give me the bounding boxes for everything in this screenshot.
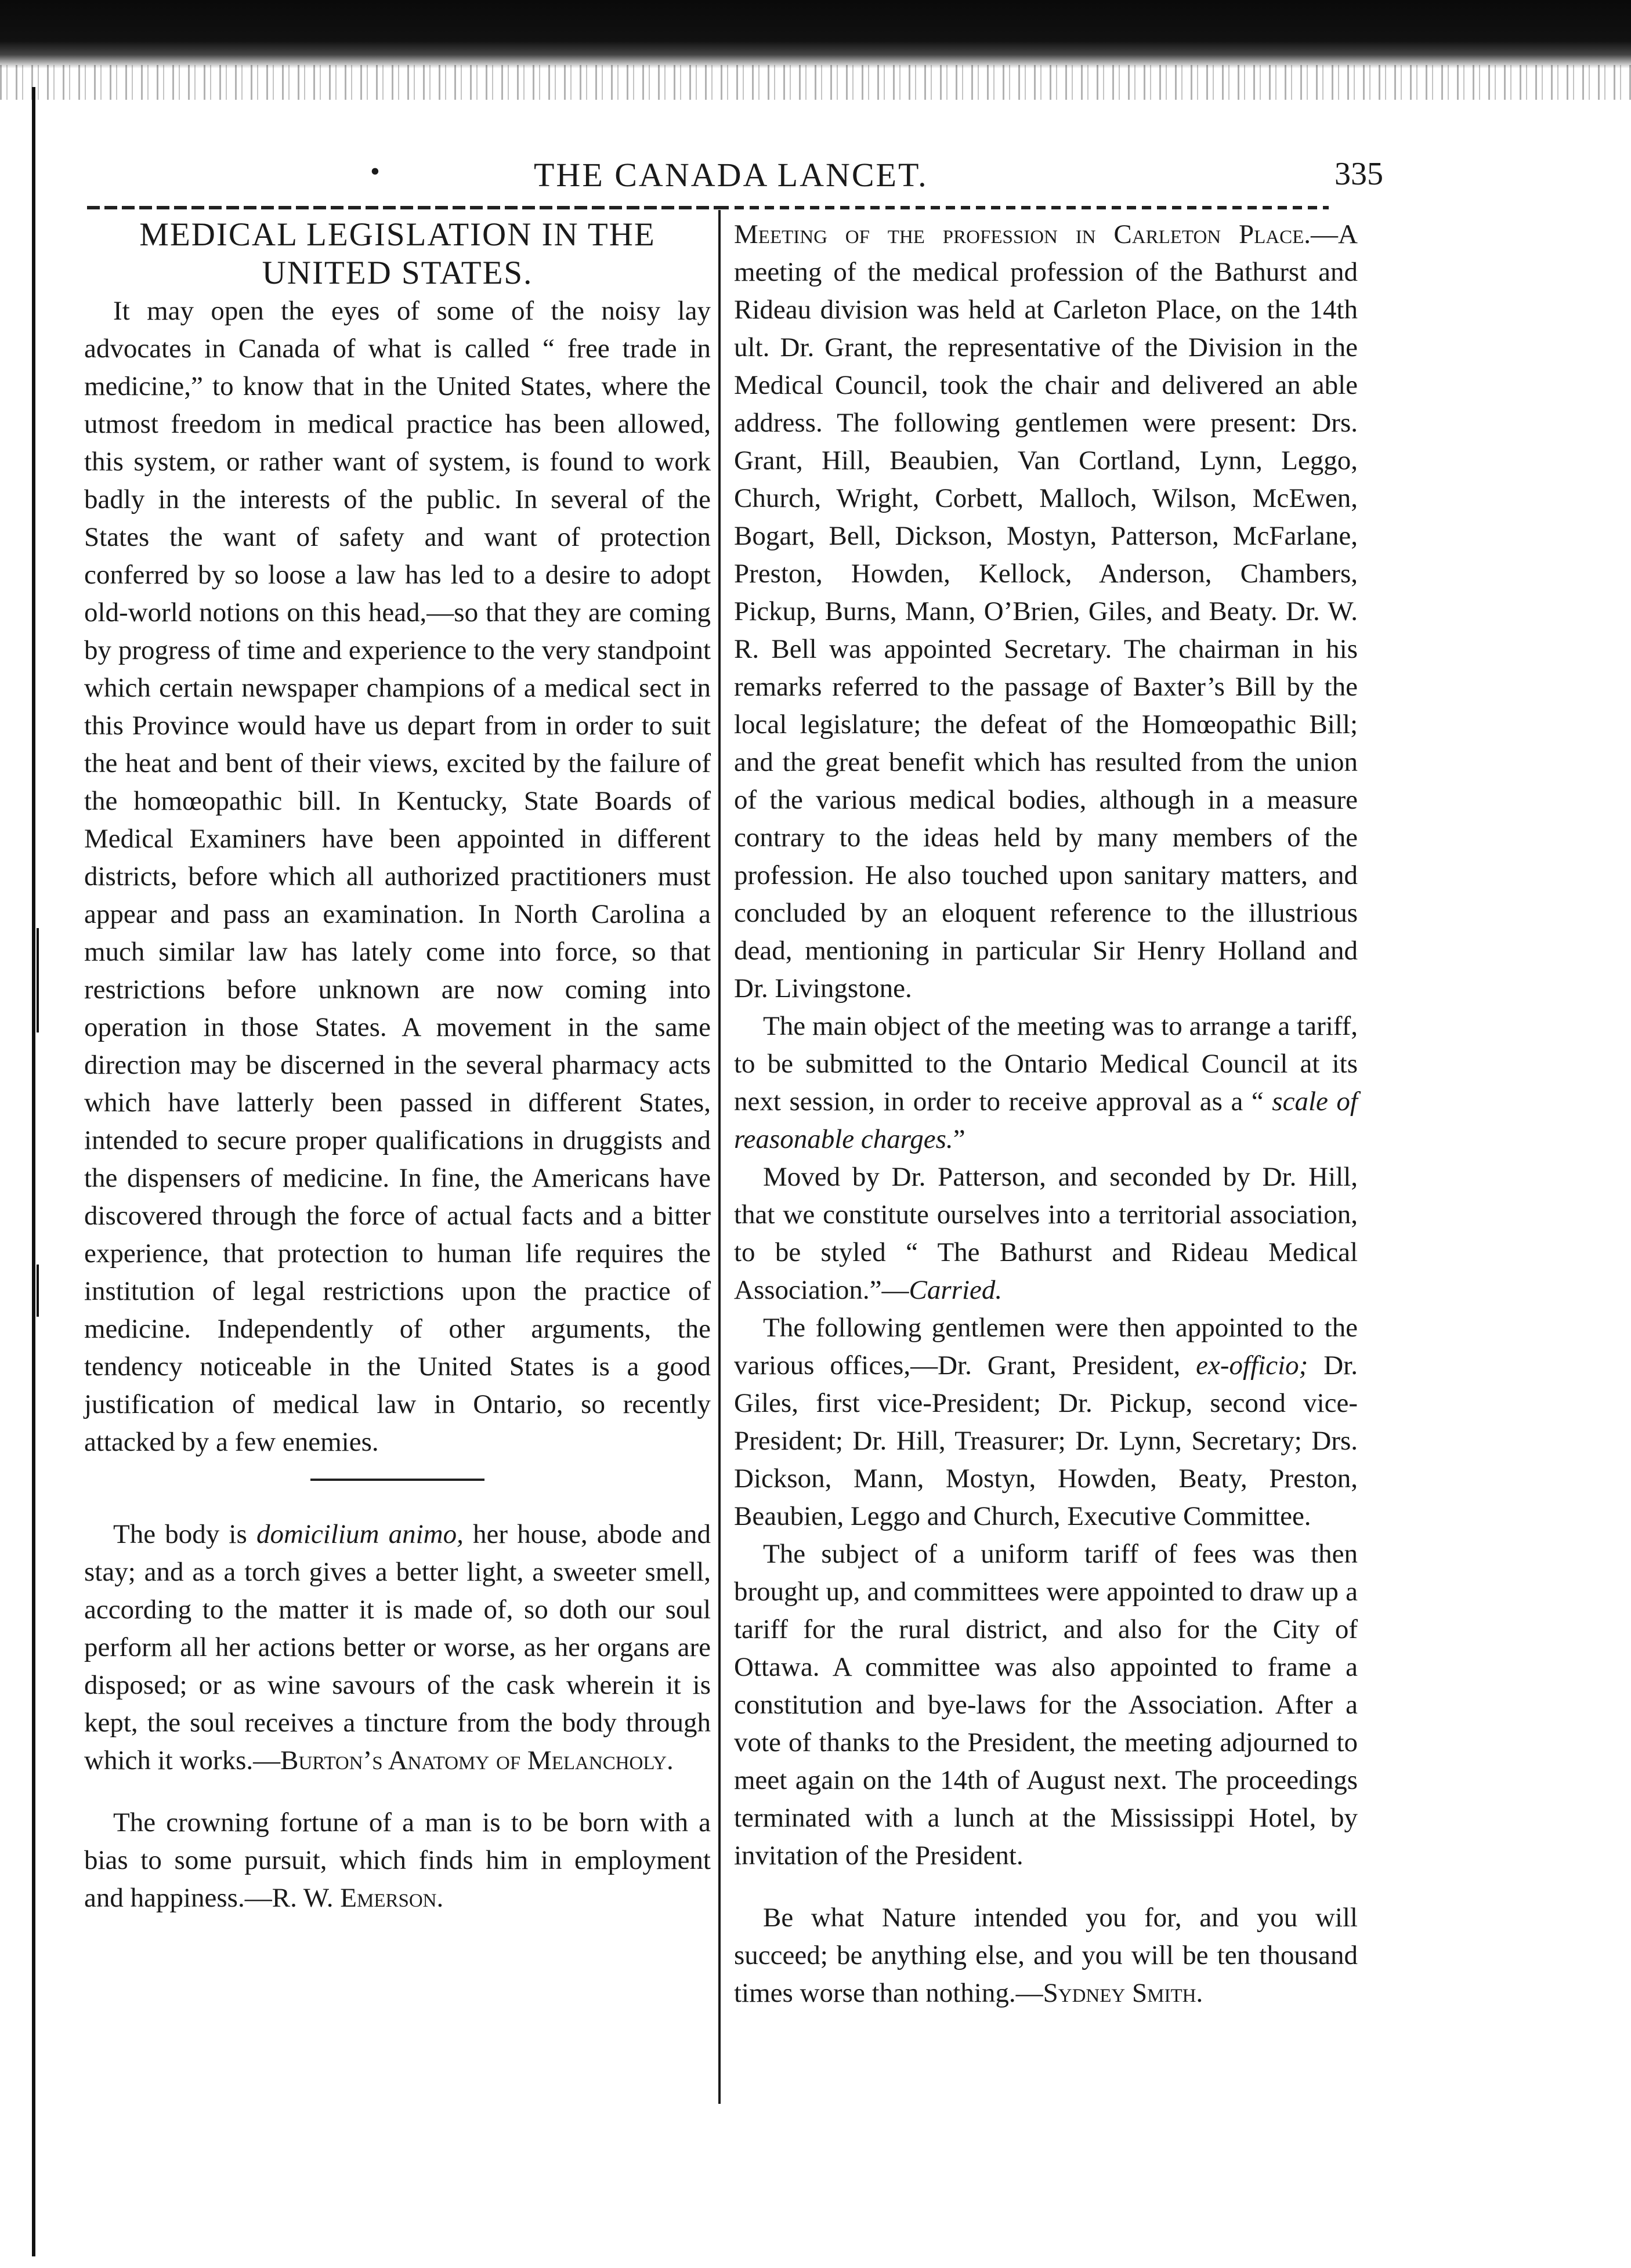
smith-text: Be what Nature intended you for, and you will succeed; be anything else, and you will be ten thousand times worse than nothing.— — [734, 1903, 1358, 2008]
meeting-paragraph-2 — [734, 1008, 1358, 1158]
meeting-paragraph-4 — [734, 1309, 1358, 1535]
burton-latin: domicilium animo, — [256, 1519, 464, 1549]
scan-top-noise — [0, 65, 1631, 100]
meeting-p3-text: Moved by Dr. Patterson, and seconded by Dr. Hill, that we constitute ourselves into a territorial association, to be styled “ The Bathurst and Rideau Medical Association.”— — [734, 1162, 1358, 1305]
page-number: 335 — [1335, 156, 1383, 192]
meeting-paragraph-1: —A meeting of the medical profession of the Bathurst and Rideau division was held at Carleton Place, on the 14th ult. Dr. Grant, the representative of the Division in the Medical Council, took the chair and delivered an able address. The following gentlemen were present: Drs. Grant, Hill, Beaubien, Van Cortland, Lynn, Leggo, Church, Wright, Corbett, Malloch, Wilson, McEwen, Bogart, Bell, Dickson, Mostyn, Patterson, McFarlane, Preston, Howden, Kellock, Anderson, Chambers, Pickup, Burns, Mann, O’Brien, Giles, and Beaty. Dr. W. R. Bell was appointed Secretary. The chairman in his remarks referred to the passage of Baxter’s Bill by the local legislature; the defeat of the Homœopathic Bill; and the great benefit which has resulted from the union of the various medical bodies, although in a measure contrary to the ideas held by many members of the profession. He also touched upon sanitary matters, and concluded by an eloquent reference to the illustrious dead, mentioning in particular Sir Henry Holland and Dr. Livingstone. — [734, 219, 1358, 1003]
meeting-paragraph-3 — [734, 1158, 1358, 1309]
scan-edge-mark — [37, 928, 39, 1032]
emerson-attribution: R. W. Emerson. — [272, 1883, 444, 1913]
running-head — [0, 155, 1631, 202]
emerson-text: The crowning fortune of a man is to be born with a bias to some pursuit, which finds him in employment and happiness.— — [84, 1807, 711, 1913]
scan-top-border — [0, 0, 1631, 68]
left-column — [84, 216, 711, 1917]
burton-attribution: Burton’s Anatomy of Melancholy. — [280, 1745, 674, 1776]
scan-left-edge — [32, 87, 35, 2256]
burton-lead: The body is — [113, 1519, 256, 1549]
meeting-p3-italic: Carried. — [909, 1275, 1003, 1305]
article-body: It may open the eyes of some of the noisy lay advocates in Canada of what is called “ free trade in medicine,” to know that in the United States, where the utmost freedom in medical practice has been allowed, this system, or rather want of system, is found to work badly in the interests of the public. In several of the States the want of safety and want of protection conferred by so loose a law has led to a desire to adopt old-world notions on this head,—so that they are coming by progress of time and experience to the very standpoint which certain newspaper champions of a medical sect in this Province would have us depart from in order to suit the heat and bent of their views, excited by the failure of the homœopathic bill. In Kentucky, State Boards of Medical Examiners have been appointed in different districts, before which all authorized practitioners must appear and pass an examination. In North Carolina a much similar law has lately come into force, so that restrictions before unknown are now coming into operation in those States. A movement in the same direction may be discerned in the several pharmacy acts which have latterly been passed in different States, intended to secure proper qualifications in druggists and the dispensers of medicine. In fine, the Americans have discovered through the force of actual facts and a bitter experience, that protection to human life requires the institution of legal restrictions upon the practice of medicine. Independently of other arguments, the tendency noticeable in the United States is a good justification of medical law in Ontario, so recently attacked by a few enemies. — [84, 296, 711, 1457]
meeting-p4-text: The following gentlemen were then appointed to the various offices,—Dr. Grant, President, — [734, 1313, 1358, 1381]
meeting-p4-italic: ex-officio; — [1196, 1350, 1308, 1381]
meeting-p2-end: ” — [953, 1124, 965, 1154]
smith-quote — [734, 1899, 1358, 2012]
section-separator — [310, 1479, 484, 1481]
header-rule-right — [719, 206, 1329, 209]
burton-text: her house, abode and stay; and as a torch gives a better light, a sweeter smell, according to the matter it is made of, so doth our soul perform all her actions better or worse, as her organs are disposed; or as wine savours of the cask wherein it is kept, the soul receives a tincture from the body through which it works.— — [84, 1519, 711, 1776]
meeting-p2-text: The main object of the meeting was to arrange a tariff, to be submitted to the Ontario Medical Council at its next session, in order to receive approval as a “ — [734, 1011, 1358, 1117]
right-column — [734, 216, 1358, 2012]
column-divider — [718, 210, 721, 2104]
journal-title: THE CANADA LANCET. — [534, 156, 928, 194]
meeting-p2-italic: scale of reasonable charges. — [734, 1086, 1358, 1154]
meeting-report — [734, 216, 1358, 1008]
smith-attribution: Sydney Smith. — [1043, 1978, 1203, 2008]
header-dot: • — [370, 156, 380, 187]
scan-edge-mark — [37, 1265, 39, 1317]
header-rule-left — [87, 206, 719, 209]
burton-quote — [84, 1516, 711, 1780]
article-headline: MEDICAL LEGISLATION IN THE UNITED STATES. — [139, 216, 656, 291]
meeting-paragraph-5: The subject of a uniform tariff of fees was then brought up, and committees were appointed to draw up a tariff for the rural district, and also for the City of Ottawa. A committee was also appointed to frame a constitution and bye-laws for the Association. After a vote of thanks to the President, the meeting adjourned to meet again on the 14th of August next. The proceedings terminated with a lunch at the Mississippi Hotel, by invitation of the President. — [734, 1539, 1358, 1871]
emerson-quote — [84, 1804, 711, 1917]
meeting-title: Meeting of the profession in Carleton Place. — [734, 219, 1311, 249]
meeting-p4-rest: Dr. Giles, first vice-President; Dr. Pickup, second vice-President; Dr. Hill, Treasurer; Dr. Lynn, Secretary; Drs. Dickson, Mann, Mostyn, Howden, Beaty, Preston, Beaubien, Leggo and Church, Executive Committee. — [734, 1350, 1358, 1531]
